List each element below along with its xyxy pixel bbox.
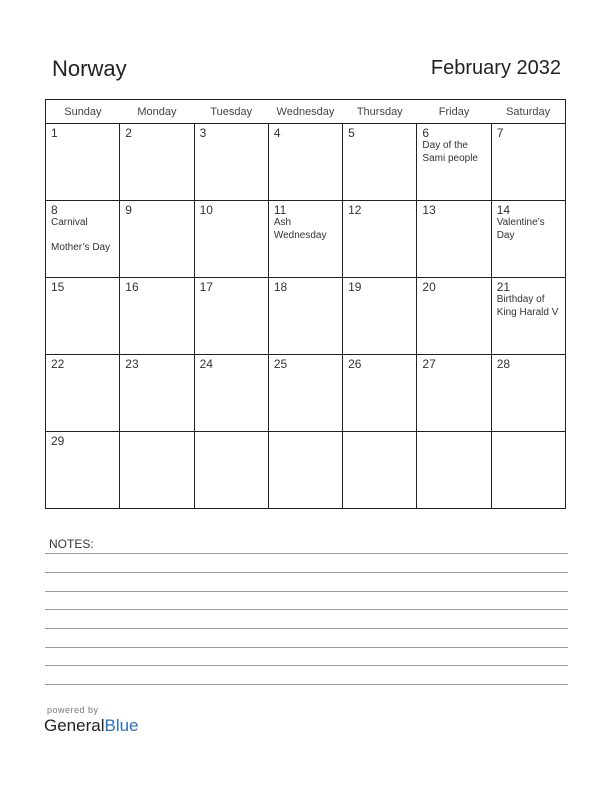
day-number: 16	[125, 280, 139, 294]
day-number: 18	[273, 280, 288, 294]
day-number: 26	[348, 357, 362, 371]
week-row	[46, 201, 566, 278]
day-cell	[343, 201, 417, 278]
day-cell	[491, 278, 565, 355]
day-cell	[46, 355, 120, 432]
day-number: 11	[273, 203, 287, 217]
weekday-header: Wednesday	[268, 100, 342, 124]
day-cell	[417, 124, 491, 201]
day-cell	[343, 355, 417, 432]
day-number: 15	[51, 280, 65, 294]
day-cell-empty	[343, 432, 417, 509]
holiday-label: Valentine’s Day	[496, 217, 545, 241]
weekday-header: Sunday	[46, 100, 120, 124]
holiday-label: Birthday of King Harald V	[496, 294, 559, 318]
notes-line	[45, 628, 568, 629]
day-cell	[417, 278, 491, 355]
day-cell	[120, 278, 194, 355]
month-title: February 2032	[430, 57, 561, 79]
calendar-grid	[45, 99, 566, 509]
day-cell	[120, 355, 194, 432]
day-number: 6	[422, 126, 430, 140]
day-number: 20	[422, 280, 436, 294]
weekday-header: Thursday	[343, 100, 417, 124]
day-number: 4	[273, 126, 281, 140]
day-number: 8	[51, 203, 58, 217]
day-cell-empty	[417, 432, 491, 509]
day-cell	[194, 278, 268, 355]
weekday-header: Monday	[120, 100, 194, 124]
day-cell	[268, 355, 342, 432]
week-row	[46, 355, 566, 432]
notes-label: NOTES:	[49, 537, 94, 551]
powered-by-text: powered by	[47, 705, 99, 715]
day-cell	[268, 278, 342, 355]
day-cell	[491, 201, 565, 278]
day-number: 24	[199, 357, 213, 371]
day-number: 19	[348, 280, 362, 294]
day-number: 2	[125, 126, 132, 140]
day-number: 9	[125, 203, 132, 217]
day-number: 22	[51, 357, 65, 371]
day-cell	[46, 432, 120, 509]
notes-line	[45, 665, 568, 666]
notes-line	[45, 609, 568, 610]
day-cell-empty	[194, 432, 268, 509]
day-cell	[417, 355, 491, 432]
day-cell	[194, 124, 268, 201]
brand-general: General	[44, 716, 105, 735]
day-cell	[46, 201, 120, 278]
week-row	[46, 432, 566, 509]
day-cell	[46, 124, 120, 201]
day-cell	[491, 124, 565, 201]
day-cell	[194, 355, 268, 432]
week-row	[46, 124, 566, 201]
holiday-label: Ash Wednesday	[273, 217, 327, 241]
day-cell	[120, 201, 194, 278]
brand-logo	[44, 716, 139, 736]
day-cell	[120, 124, 194, 201]
holiday-label: Mother’s Day	[51, 241, 111, 253]
country-title: Norway	[52, 56, 127, 81]
day-cell-empty	[268, 432, 342, 509]
day-cell-empty	[491, 432, 565, 509]
notes-line	[45, 591, 568, 592]
weekday-header: Friday	[417, 100, 491, 124]
day-number: 3	[199, 126, 207, 140]
day-number: 29	[51, 434, 65, 448]
notes-line	[45, 553, 568, 554]
week-row	[46, 278, 566, 355]
day-cell	[343, 124, 417, 201]
notes-line	[45, 647, 568, 648]
day-cell	[343, 278, 417, 355]
weekday-header: Tuesday	[194, 100, 268, 124]
day-cell	[194, 201, 268, 278]
day-number: 23	[125, 357, 139, 371]
holiday-label: Carnival	[51, 217, 88, 228]
weekday-header-row	[46, 100, 566, 124]
day-cell	[417, 201, 491, 278]
day-number: 28	[496, 357, 511, 371]
holiday-label: Day of the Sami people	[422, 140, 478, 164]
day-number: 1	[51, 126, 58, 140]
day-number: 27	[422, 357, 436, 371]
day-number: 7	[496, 126, 504, 140]
day-number: 13	[422, 203, 436, 217]
day-number: 5	[348, 126, 355, 140]
weekday-header: Saturday	[491, 100, 565, 124]
notes-line	[45, 572, 568, 573]
notes-line	[45, 684, 568, 685]
day-cell	[268, 201, 342, 278]
day-number: 14	[496, 203, 511, 217]
day-number: 17	[199, 280, 213, 294]
day-number: 10	[199, 203, 213, 217]
day-cell	[46, 278, 120, 355]
day-cell	[268, 124, 342, 201]
day-cell-empty	[120, 432, 194, 509]
brand-blue: Blue	[104, 716, 139, 735]
day-cell	[491, 355, 565, 432]
day-number: 25	[273, 357, 288, 371]
day-number: 12	[348, 203, 362, 217]
day-number: 21	[496, 280, 511, 294]
